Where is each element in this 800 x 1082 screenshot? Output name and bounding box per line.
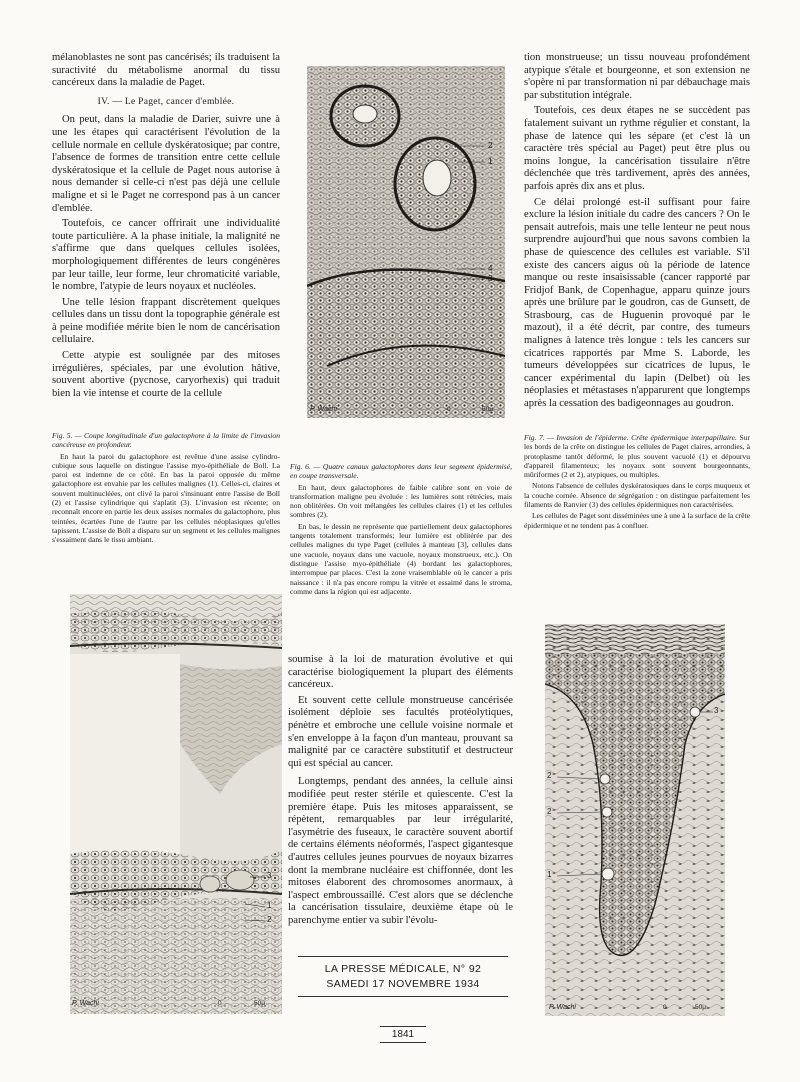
fig7-illustration xyxy=(545,624,725,1016)
fig6-scale-zero: 0 xyxy=(447,406,451,413)
fig7-label: 3 xyxy=(714,706,719,715)
fig6-caption-p1: En haut, deux galactophores de faible calibre sont en voie de transformation maligne peu évoluée : les lumières sont rétrécies, mais non oblitérées. On voit mélangées les cellules claires (1) et les cellules sombres (2). xyxy=(290,482,512,520)
paragraph: Une telle lésion frappant discrètement quelques cellules dans un tissu dont la topographie générale est à peine modifiée mérite bien le nom de cancérisation cellulaire. xyxy=(52,296,280,346)
fig7-label: 2 xyxy=(547,771,552,780)
fig6-signature: P. Wachi xyxy=(310,406,337,413)
fig7-caption-p1: Sur les bords de la crête on distingue les cellules de Paget claires, arrondies, à protoplasme tantôt déformé, le plus souvent vacuolé (1) et dépourvu d'appareil filamenteux; les noyaux sont souvent bourgeonnants, mûriformes (2 et 2), atypiques, ou multiples. xyxy=(524,433,750,480)
fig6-caption xyxy=(290,462,512,598)
fig7-label: 2 xyxy=(547,807,552,816)
fig5-signature: P. Wachi xyxy=(72,1000,99,1007)
paragraph: soumise à la loi de maturation évolutive et qui caractérise biologiquement la plupart des éléments cancéreux. xyxy=(288,654,513,691)
fig7-signature: P. Wachi xyxy=(549,1004,576,1011)
left-column-text xyxy=(52,52,280,403)
paragraph-intro: mélanoblastes ne sont pas cancérisés; ils traduisent la suractivité du métabolisme anormal du tissu cancéreux dans la maladie de Paget. xyxy=(52,52,280,89)
fig6-label: 2 xyxy=(488,141,493,150)
paragraph: Toutefois, ce cancer offrirait une individualité toute particulière. A la phase initiale, la malignité ne s'affirme que dans quelques cellules isolées, morphologiquement différentes de leurs congénères par leur taille, leur forme, leur chromaticité variable, le nombre, l'atypie de leurs noyaux et nucléoles. xyxy=(52,218,280,293)
fig6-caption-title: Fig. 6. — Quatre canaux galactophores dans leur segment épidermisé, en coupe transversale. xyxy=(290,462,512,481)
fig5-caption-body: En haut la paroi du galactophore est revêtue d'une assise cylindro-cubique sous laquelle on distingue l'assise myo-épithéliale de Boll. La paroi est indemne de ce côté. En bas la paroi opposée du même galactophore est envahie par les cellules malignes (1). Celles-ci, claires et souvent multinucléées, ont clivé la paroi s'insinuant entre l'assise de Boll (2) et l'assise cylindrique qui s'aplatit (3). L'invasion est récente; on reconnaît encore en partie les deux assises normales du galactophore, plus teintées, écartées l'une de l'autre par les cellules néoplasiques qu'elles tapissent. L'assise de Boll a disparu sur un segment et les cellules malignes s'essaiment dans le tissu ambiant. xyxy=(52,451,280,545)
section-heading: IV. — Le Paget, cancer d'emblée. xyxy=(97,96,235,107)
paragraph: Toutefois, ces deux étapes ne se succèdent pas fatalement suivant un rythme régulier et constant, la phase de latence qui les sépare (et c'est là un caractère très spécial au Paget) peut être plus ou moins longue, la cancérisation tissulaire n'être déclenchée que très tardivement, après des années, parfois après dix ans et plus. xyxy=(524,105,750,192)
fig7-label: 1 xyxy=(547,870,552,879)
fig5-scale-end: 50μ xyxy=(254,1000,265,1007)
paragraph: Et souvent cette cellule monstrueuse cancérisée isolément déploie ses facultés protéolytiques, pénètre et embroche une cellule voisine normale et s'en enveloppe à la façon d'un manteau, prouvant sa malignité par ce caractère substitutif et destructeur qui est spécial au cancer. xyxy=(288,694,513,769)
fig7-scale-zero: 0 xyxy=(663,1004,667,1011)
fig7-caption-title: Fig. 7. — Invasion de l'épiderme. Crête épidermique interpapillaire. xyxy=(524,433,737,442)
fig6-caption-p2: En bas, le dessin ne représente que partiellement deux galactophores tangents totalement transformés; leur lumière est oblitérée par des cellules malignes du type Paget (cellules à manteau [3], cellules dans une vacuole, noyaux dans une vacuole, noyaux monstrueux, etc.). On distingue l'assise myo-épithéliale (4) bordant les galactophores, interrompue par places. C'est la zone vraisemblable où le cancer a pris naissance : il n'a pas encore rompu la vitrée et essaimé dans le stroma, comme dans la région qui est adjacente. xyxy=(290,521,512,596)
fig6-label: 1 xyxy=(488,157,493,166)
paragraph: Cette atypie est soulignée par des mitoses irrégulières, spéciales, par une évolution hâtive, souvent abortive (pycnose, caryorhexis) qui traduit bien la vie intense et courte de la cellule xyxy=(52,350,280,399)
fig5-caption xyxy=(52,431,280,547)
fig5-scale-zero: 0 xyxy=(218,1000,222,1007)
middle-column-text xyxy=(288,654,513,930)
paragraph: Ce délai prolongé est-il suffisant pour faire exclure la lésion initiale du cadre des cancers ? On le pensait autrefois, mais une telle lenteur ne peut nous surprendre aujourd'hui que nous savons combien la phase de quiescence des cellules est variable. S'il existe des cancers aigus où la période de latence manque ou reste insaisissable (cancer rapporté par Fridjof Bank, de Copenhague, apparu quinze jours après une brûlure par le goudron, cas de Gunsett, de Strasbourg, cas de Huguenin provoqué par le mazout), il a été décrit, par contre, des tumeurs malignes à latence très longue : tels les cancers sur cicatrices rapportés par Mme S. Laborde, les tumeurs développées sur cicatrices de lupus, le cancer expérimental du lapin (Delbet) où les néoplasies et métastases n'apparurent que longtemps après la cessation des badigeonnages au goudron. xyxy=(524,196,750,410)
journal-name: LA PRESSE MÉDICALE, N° 92 xyxy=(324,963,482,975)
fig6-illustration xyxy=(307,66,505,418)
fig5-caption-title: Fig. 5. — Coupe longitudinale d'un galactophore à la limite de l'invasion cancéreuse en profondeur. xyxy=(52,431,280,450)
fig6-label: 4 xyxy=(488,264,493,273)
fig7-caption xyxy=(524,433,750,532)
fig7-caption-p3: Les cellules de Paget sont disséminées une à une à la surface de la crête épidermique et ne tendent pas à confluer. xyxy=(524,511,750,530)
journal-date: SAMEDI 17 NOVEMBRE 1934 xyxy=(326,978,480,990)
journal-footer xyxy=(298,956,508,997)
fig6-label: 3 xyxy=(488,274,493,283)
paragraph: tion monstrueuse; un tissu nouveau profondément atypique s'étale et bourgeonne, et son extension ne s'opère ni par transformation ni par débauchage mais par substitution intégrale. xyxy=(524,52,750,101)
page-number: 1841 xyxy=(380,1026,426,1043)
fig5-label: 1 xyxy=(267,901,272,910)
fig7-caption-p2: Notons l'absence de cellules dyskératosiques dans le corps muqueux et la couche cornée. Absence de ségrégation : on distingue parfaitement les filaments de Ranvier (3) des cellules épidermiques non caractérisées. xyxy=(524,481,750,510)
paragraph: On peut, dans la maladie de Darier, suivre une à une les étapes qui caractérisent l'évolution de la cellule normale en cellule dyskératosique; par contre, l'absence de formes de transition entre cette cellule dyskératosique et la cellule de Paget nous autorise à nous demander si celle-ci n'est pas déjà une cellule maligne et si le Paget ne correspond pas à un cancer d'emblée. xyxy=(52,114,280,214)
right-column-text xyxy=(524,52,750,414)
fig5-illustration xyxy=(70,594,282,1014)
fig6-scale-end: 50μ xyxy=(482,406,493,413)
paragraph: Longtemps, pendant des années, la cellule ainsi modifiée peut rester stérile et quiescente. C'est la première étape. Puis les mitoses apparaissent, se répètent, remarquables par leur irrégularité, l'asymétrie des fuseaux, le caractère souvent abortif de certains éléments néoformés, l'aspect gigantesque d'autres cellules jeunes pourvues de noyaux bizarres dont la membrane nucléaire est chiffonnée, dont les mitoses élaborent des chromosomes anormaux, à l'aspect embroussaillé. C'est alors que se déclenche la cancérisation tissulaire, deuxième étape où le parenchyme entier va subir l'évolu- xyxy=(288,776,513,926)
fig7-scale-end: 50μ xyxy=(695,1004,706,1011)
fig5-label: 2 xyxy=(267,915,272,924)
fig5-label: 3 xyxy=(267,871,272,880)
